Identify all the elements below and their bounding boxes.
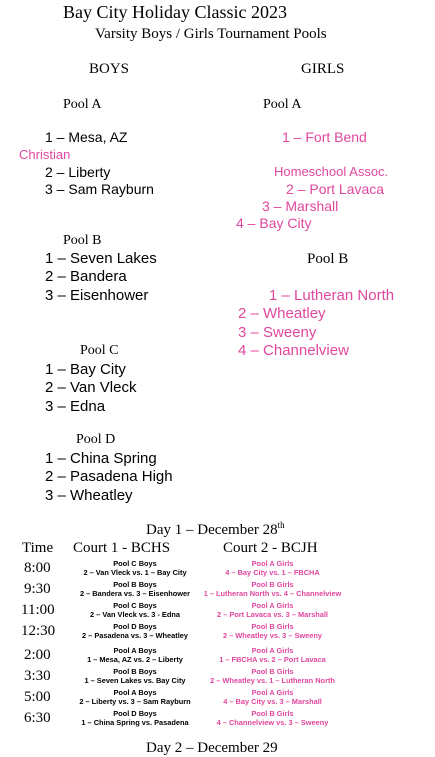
court2-game: Pool A Girls 1 – FBCHA vs. 2 – Port Lavaca [219, 646, 326, 664]
boys-pool-a-team: 2 – Liberty [45, 164, 111, 180]
court2-game: Pool B Girls 4 – Channelview vs. 3 – Sweeny [216, 709, 329, 727]
game-time: 2:00 [24, 647, 51, 663]
game-time: 8:00 [24, 560, 51, 576]
court1-game: Pool D Boys 1 – China Spring vs. Pasadena [81, 709, 189, 727]
court1-game: Pool D Boys 2 – Pasadena vs. 3 – Wheatley [82, 622, 188, 640]
boys-pool-b-team: 2 – Bandera [45, 268, 127, 285]
court1-game: Pool A Boys 2 – Liberty vs. 3 – Sam Rayburn [79, 688, 191, 706]
boys-pool-c-team: 3 – Edna [45, 398, 106, 415]
day2-heading: Day 2 – December 29 [146, 740, 278, 756]
girls-heading: GIRLS [301, 61, 345, 77]
boys-pool-a-team: Christian [19, 147, 71, 162]
boys-pool-d-team: 1 – China Spring [45, 450, 157, 467]
game-time: 6:30 [24, 710, 51, 726]
girls-pool-a-team: 2 – Port Lavaca [286, 181, 385, 197]
girls-pool-a-team: 1 – Fort Bend [282, 129, 367, 145]
girls-pool-b-team: 1 – Lutheran North [269, 287, 395, 304]
court2-game: Pool A Girls 4 – Bay City vs. 3 – Marshall [223, 688, 322, 706]
girls-pool-b-team: 4 – Channelview [238, 342, 349, 359]
boys-pool-a-team: 1 – Mesa, AZ [45, 129, 128, 145]
court1-column-header: Court 1 - BCHS [73, 540, 171, 556]
document-subtitle: Varsity Boys / Girls Tournament Pools [95, 26, 327, 42]
court2-game: Pool B Girls 1 – Lutheran North vs. 4 – Channelview [203, 580, 342, 598]
game-time: 9:30 [24, 581, 51, 597]
boys-pool-b-team: 3 – Eisenhower [45, 287, 149, 304]
boys-pool-a-team: 3 – Sam Rayburn [45, 181, 154, 197]
boys-pool-b-team: 1 – Seven Lakes [45, 250, 157, 267]
boys-pool-c-team: 2 – Van Vleck [45, 379, 137, 396]
boys-pool-d-label: Pool D [76, 432, 116, 447]
girls-pool-a-team: 3 – Marshall [262, 198, 339, 214]
boys-pool-b-label: Pool B [63, 233, 102, 248]
boys-pool-d-team: 2 – Pasadena High [45, 468, 173, 485]
court1-game: Pool C Boys 2 – Van Vleck vs. 3 - Edna [90, 601, 180, 619]
girls-pool-b-team: 3 – Sweeny [238, 324, 317, 341]
court2-game: Pool B Girls 2 – Wheatley vs. 1 – Lutheran North [210, 667, 335, 685]
boys-pool-d-team: 3 – Wheatley [45, 487, 133, 504]
boys-heading: BOYS [89, 61, 130, 77]
game-time: 5:00 [24, 689, 51, 705]
court1-game: Pool A Boys 1 – Mesa, AZ vs. 2 – Liberty [87, 646, 183, 664]
girls-pool-a-team: Homeschool Assoc. [274, 164, 389, 179]
girls-pool-b-label: Pool B [307, 251, 349, 267]
boys-pool-c-label: Pool C [80, 343, 119, 358]
game-time: 11:00 [21, 602, 55, 618]
court1-game: Pool B Boys 2 – Bandera vs. 3 – Eisenhower [79, 580, 191, 598]
court1-game: Pool B Boys 1 – Seven Lakes vs. Bay City [84, 667, 186, 685]
court2-column-header: Court 2 - BCJH [223, 540, 318, 556]
boys-pool-c-team: 1 – Bay City [45, 361, 126, 378]
day1-heading: Day 1 – December 28th [146, 520, 285, 538]
game-time: 12:30 [21, 623, 56, 639]
girls-pool-b-team: 2 – Wheatley [238, 305, 326, 322]
court2-game: Pool A Girls 4 – Bay City vs. 1 – FBCHA [225, 559, 320, 577]
time-column-header: Time [22, 540, 54, 556]
girls-pool-a-team: 4 – Bay City [236, 215, 312, 231]
boys-pool-a-label: Pool A [63, 97, 102, 112]
court2-game: Pool B Girls 2 – Wheatley vs. 3 – Sweeny [222, 622, 322, 640]
document-title: Bay City Holiday Classic 2023 [63, 2, 287, 22]
game-time: 3:30 [24, 668, 51, 684]
court2-game: Pool A Girls 2 – Port Lavaca vs. 3 – Marshall [217, 601, 328, 619]
girls-pool-a-label: Pool A [263, 97, 302, 112]
court1-game: Pool C Boys 2 – Van Vleck vs. 1 – Bay City [83, 559, 187, 577]
